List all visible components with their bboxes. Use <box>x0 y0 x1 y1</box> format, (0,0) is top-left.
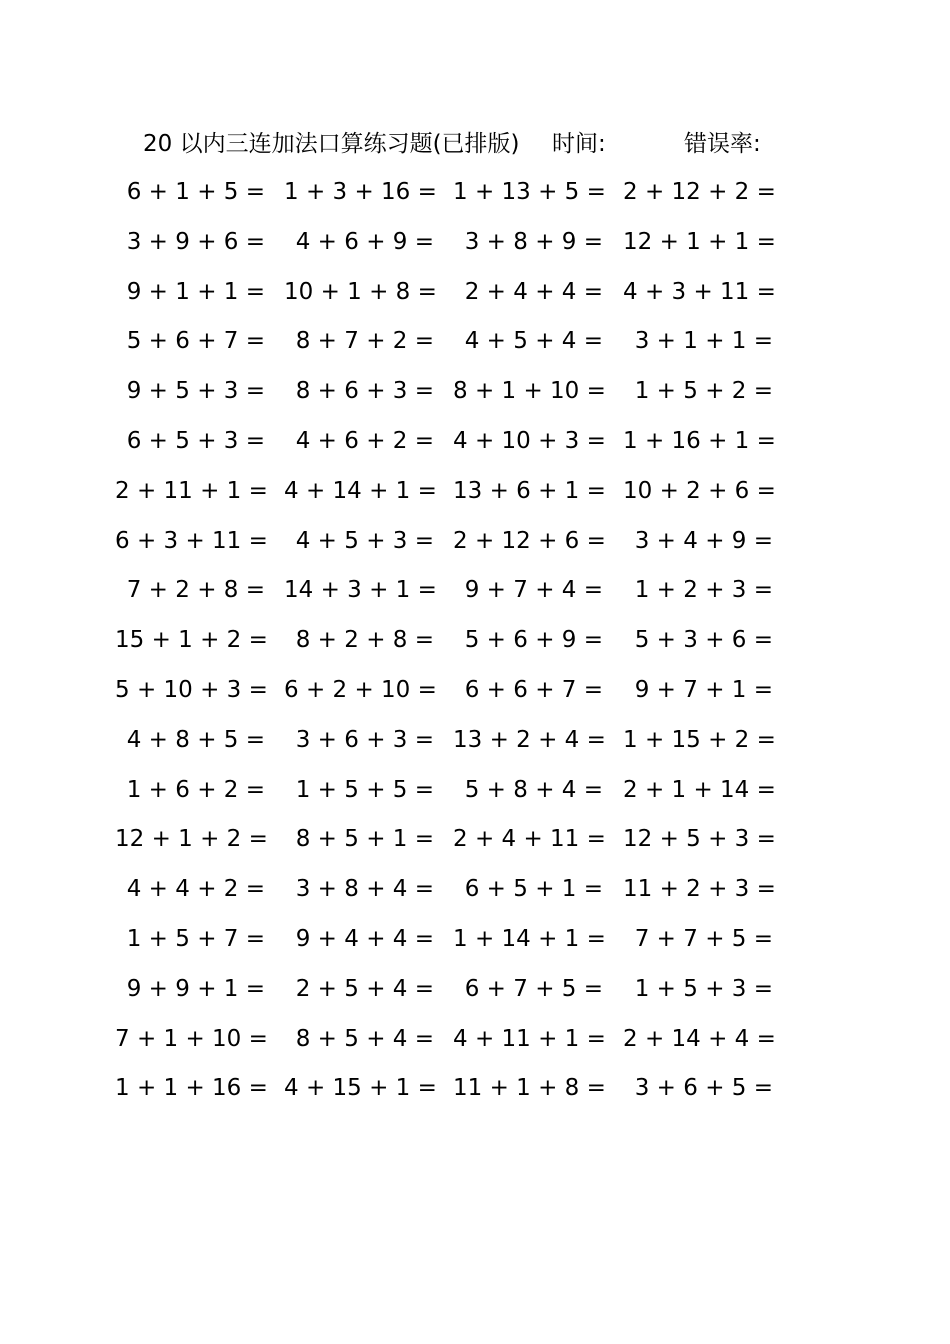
problem-grid <box>0 172 950 1118</box>
problem-cell: 8 + 5 + 4 = <box>295 1025 434 1052</box>
problem-row <box>0 919 950 969</box>
problem-cell: 2 + 12 + 6 = <box>453 527 606 554</box>
problem-cell: 8 + 5 + 1 = <box>295 826 434 853</box>
problem-cell: 1 + 3 + 16 = <box>284 179 437 205</box>
problem-row <box>0 720 950 770</box>
problem-cell: 9 + 7 + 4 = <box>464 577 603 604</box>
problem-cell: 7 + 7 + 5 = <box>634 925 773 952</box>
problem-cell: 15 + 1 + 2 = <box>115 627 268 654</box>
problem-cell: 4 + 5 + 4 = <box>464 328 603 355</box>
problem-cell: 2 + 11 + 1 = <box>115 477 268 504</box>
problem-cell: 9 + 7 + 1 = <box>634 676 773 703</box>
problem-cell: 1 + 5 + 2 = <box>634 378 773 405</box>
problem-cell: 3 + 1 + 1 = <box>634 328 773 355</box>
problem-cell: 1 + 1 + 16 = <box>115 1075 268 1102</box>
worksheet-header <box>0 125 950 161</box>
problem-cell: 7 + 2 + 8 = <box>126 577 265 604</box>
problem-cell: 13 + 2 + 4 = <box>453 726 606 753</box>
problem-cell: 8 + 7 + 2 = <box>295 328 434 355</box>
worksheet-title: 20 以内三连加法口算练习题(已排版) <box>143 131 520 157</box>
problem-cell: 3 + 4 + 9 = <box>634 527 773 554</box>
problem-cell: 4 + 11 + 1 = <box>453 1025 606 1052</box>
problem-cell: 1 + 14 + 1 = <box>453 925 606 952</box>
problem-row <box>0 869 950 919</box>
problem-cell: 6 + 6 + 7 = <box>464 676 603 703</box>
problem-cell: 2 + 14 + 4 = <box>623 1025 776 1052</box>
problem-cell: 2 + 5 + 4 = <box>295 975 434 1002</box>
problem-cell: 4 + 14 + 1 = <box>284 477 437 504</box>
problem-cell: 12 + 1 + 2 = <box>115 826 268 853</box>
problem-row <box>0 471 950 521</box>
problem-cell: 9 + 9 + 1 = <box>126 975 265 1002</box>
problem-cell: 4 + 8 + 5 = <box>126 726 265 753</box>
problem-cell: 3 + 9 + 6 = <box>126 228 265 255</box>
problem-row <box>0 770 950 820</box>
problem-cell: 11 + 1 + 8 = <box>453 1075 606 1102</box>
problem-row <box>0 620 950 670</box>
problem-cell: 5 + 3 + 6 = <box>634 627 773 654</box>
problem-row <box>0 570 950 620</box>
problem-cell: 6 + 5 + 3 = <box>126 427 265 454</box>
problem-cell: 8 + 2 + 8 = <box>295 627 434 654</box>
problem-cell: 2 + 4 + 11 = <box>453 826 606 853</box>
problem-cell: 1 + 16 + 1 = <box>623 427 776 454</box>
problem-row <box>0 371 950 421</box>
problem-cell: 5 + 8 + 4 = <box>464 776 603 803</box>
problem-cell: 12 + 5 + 3 = <box>623 826 776 853</box>
problem-cell: 1 + 6 + 2 = <box>126 776 265 803</box>
problem-cell: 4 + 4 + 2 = <box>126 876 265 903</box>
problem-cell: 4 + 6 + 2 = <box>295 427 434 454</box>
problem-row <box>0 172 950 222</box>
problem-cell: 4 + 5 + 3 = <box>295 527 434 554</box>
problem-row <box>0 272 950 322</box>
problem-cell: 6 + 1 + 5 = <box>126 179 265 205</box>
problem-cell: 1 + 15 + 2 = <box>623 726 776 753</box>
problem-cell: 6 + 2 + 10 = <box>284 676 437 703</box>
problem-cell: 1 + 5 + 3 = <box>634 975 773 1002</box>
problem-cell: 1 + 13 + 5 = <box>453 179 606 205</box>
problem-cell: 13 + 6 + 1 = <box>453 477 606 504</box>
problem-row <box>0 819 950 869</box>
problem-cell: 7 + 1 + 10 = <box>115 1025 268 1052</box>
problem-cell: 9 + 1 + 1 = <box>126 278 265 305</box>
problem-row <box>0 521 950 571</box>
problem-cell: 3 + 6 + 3 = <box>295 726 434 753</box>
error-rate-label: 错误率: <box>684 131 761 157</box>
problem-cell: 6 + 3 + 11 = <box>115 527 268 554</box>
problem-cell: 5 + 10 + 3 = <box>115 676 268 703</box>
problem-cell: 2 + 4 + 4 = <box>464 278 603 305</box>
problem-cell: 6 + 7 + 5 = <box>464 975 603 1002</box>
problem-cell: 8 + 6 + 3 = <box>295 378 434 405</box>
problem-cell: 5 + 6 + 7 = <box>126 328 265 355</box>
problem-cell: 1 + 2 + 3 = <box>634 577 773 604</box>
problem-cell: 6 + 5 + 1 = <box>464 876 603 903</box>
problem-cell: 5 + 6 + 9 = <box>464 627 603 654</box>
problem-cell: 1 + 5 + 5 = <box>295 776 434 803</box>
problem-row <box>0 670 950 720</box>
problem-row <box>0 1019 950 1069</box>
problem-row <box>0 1068 950 1118</box>
problem-cell: 2 + 12 + 2 = <box>623 179 776 205</box>
problem-cell: 4 + 15 + 1 = <box>284 1075 437 1102</box>
problem-row <box>0 222 950 272</box>
problem-cell: 12 + 1 + 1 = <box>623 228 776 255</box>
problem-cell: 4 + 3 + 11 = <box>623 278 776 305</box>
problem-cell: 4 + 6 + 9 = <box>295 228 434 255</box>
problem-cell: 10 + 1 + 8 = <box>284 278 437 305</box>
problem-cell: 3 + 6 + 5 = <box>634 1075 773 1102</box>
problem-cell: 3 + 8 + 4 = <box>295 876 434 903</box>
problem-cell: 2 + 1 + 14 = <box>623 776 776 803</box>
problem-row <box>0 969 950 1019</box>
problem-cell: 10 + 2 + 6 = <box>623 477 776 504</box>
problem-cell: 11 + 2 + 3 = <box>623 876 776 903</box>
problem-cell: 4 + 10 + 3 = <box>453 427 606 454</box>
problem-cell: 9 + 5 + 3 = <box>126 378 265 405</box>
problem-cell: 14 + 3 + 1 = <box>284 577 437 604</box>
problem-row <box>0 321 950 371</box>
problem-row <box>0 421 950 471</box>
time-label: 时间: <box>552 131 606 157</box>
problem-cell: 9 + 4 + 4 = <box>295 925 434 952</box>
problem-cell: 1 + 5 + 7 = <box>126 925 265 952</box>
problem-cell: 3 + 8 + 9 = <box>464 228 603 255</box>
problem-cell: 8 + 1 + 10 = <box>453 378 606 405</box>
